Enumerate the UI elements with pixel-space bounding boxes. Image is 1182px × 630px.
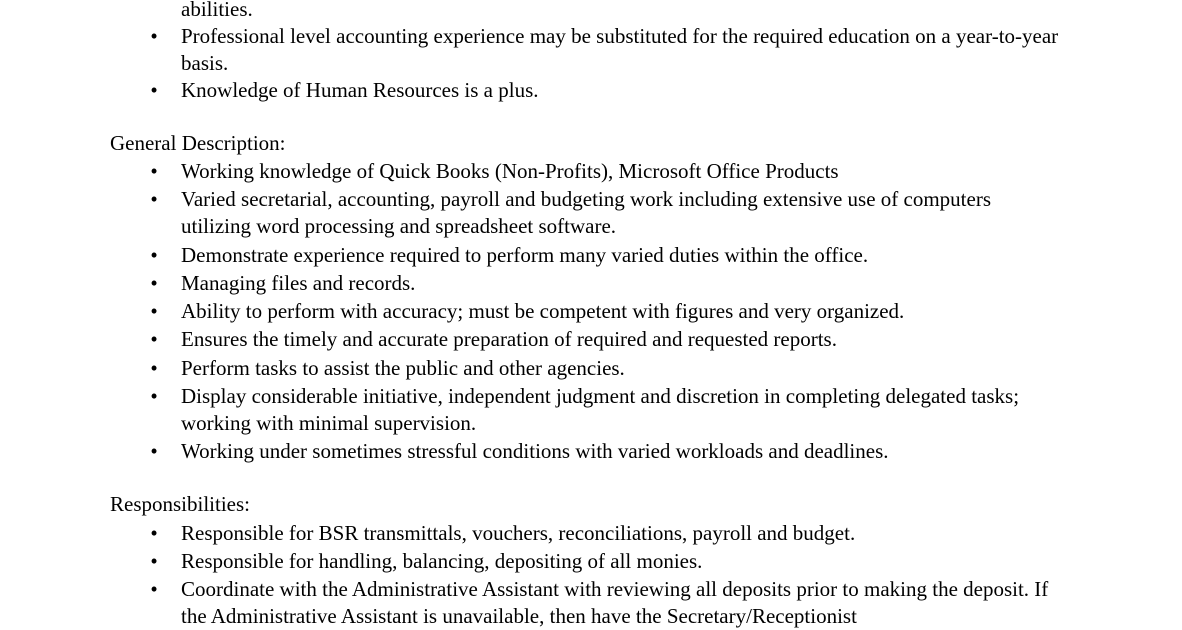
list-item bbox=[150, 270, 1061, 297]
list-item bbox=[150, 383, 1061, 437]
bullet-icon: • bbox=[150, 187, 158, 211]
list-item bbox=[150, 298, 1061, 325]
list-item bbox=[150, 576, 1061, 630]
list-item-text: abilities. bbox=[181, 0, 253, 21]
section-heading-general-description: General Description: bbox=[110, 131, 286, 155]
list-item-text: Ensures the timely and accurate preparation of required and requested reports. bbox=[181, 327, 837, 351]
list-item-text: Responsible for handling, balancing, depositing of all monies. bbox=[181, 549, 703, 573]
list-item-text: Display considerable initiative, independent judgment and discretion in completing delegated tasks; working with minimal supervision. bbox=[181, 384, 1020, 435]
bullet-icon: • bbox=[150, 521, 158, 545]
list-item bbox=[150, 355, 1061, 382]
section-heading-responsibilities: Responsibilities: bbox=[110, 492, 251, 516]
list-item bbox=[150, 242, 1061, 269]
list-item-text: Managing files and records. bbox=[181, 271, 416, 295]
list-item-text: Working knowledge of Quick Books (Non-Profits), Microsoft Office Products bbox=[181, 159, 839, 183]
list-item bbox=[150, 520, 1061, 547]
bullet-icon: • bbox=[150, 243, 158, 267]
list-item-text: Working under sometimes stressful conditions with varied workloads and deadlines. bbox=[181, 439, 889, 463]
list-item bbox=[150, 158, 1061, 185]
list-item-text: Coordinate with the Administrative Assistant with reviewing all deposits prior to making the deposit. If the Administrative Assistant is unavailable, then have the Secretary/Receptionist bbox=[181, 577, 1049, 628]
bullet-icon: • bbox=[150, 159, 158, 183]
list-item-text: Varied secretarial, accounting, payroll and budgeting work including extensive use of computers utilizing word processing and spreadsheet software. bbox=[181, 187, 991, 238]
bullet-icon: • bbox=[150, 299, 158, 323]
bullet-icon: • bbox=[150, 271, 158, 295]
list-item-text: Demonstrate experience required to perform many varied duties within the office. bbox=[181, 243, 869, 267]
list-item-text: Professional level accounting experience may be substituted for the required education on a year-to-year basis. bbox=[181, 24, 1059, 75]
list-item bbox=[150, 77, 1061, 104]
list-item-text: Ability to perform with accuracy; must be competent with figures and very organized. bbox=[181, 299, 905, 323]
bullet-icon: • bbox=[150, 439, 158, 463]
list-item bbox=[150, 438, 1061, 465]
list-item bbox=[150, 23, 1061, 77]
list-item-text: Perform tasks to assist the public and other agencies. bbox=[181, 356, 625, 380]
list-item-text: Responsible for BSR transmittals, vouchers, reconciliations, payroll and budget. bbox=[181, 521, 856, 545]
bullet-icon: • bbox=[150, 549, 158, 573]
bullet-icon: • bbox=[150, 78, 158, 102]
bullet-icon: • bbox=[150, 327, 158, 351]
list-item bbox=[150, 548, 1061, 575]
list-item bbox=[150, 186, 1061, 240]
list-item-text: Knowledge of Human Resources is a plus. bbox=[181, 78, 539, 102]
bullet-icon: • bbox=[150, 356, 158, 380]
list-item bbox=[181, 0, 1061, 23]
list-item bbox=[150, 326, 1061, 353]
bullet-icon: • bbox=[150, 384, 158, 408]
bullet-icon: • bbox=[150, 24, 158, 48]
bullet-icon: • bbox=[150, 577, 158, 601]
